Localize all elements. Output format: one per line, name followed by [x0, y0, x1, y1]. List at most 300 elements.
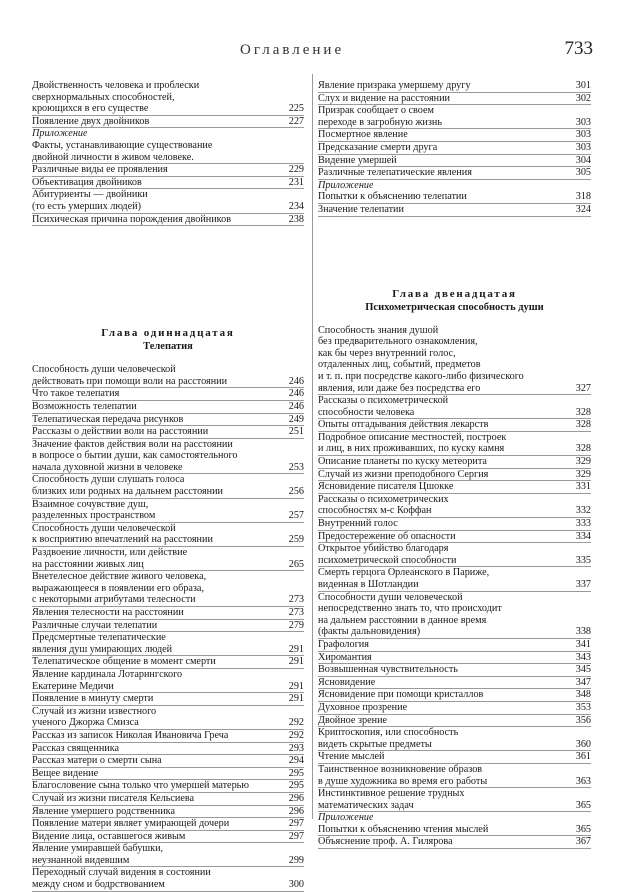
toc-entry-line	[318, 555, 591, 567]
toc-entry-text: и т. п. при посредстве какого-либо физического	[318, 370, 524, 382]
toc-entry-line	[318, 751, 591, 763]
toc-entry	[318, 325, 591, 396]
toc-entry-line	[32, 559, 304, 571]
toc-entry-text: Абитуриенты — двойники	[32, 189, 148, 201]
toc-entry-text: Появление в минуту смерти	[32, 693, 154, 705]
toc-entry-text: Хиромантия	[318, 651, 372, 663]
toc-page-number: 296	[288, 792, 304, 804]
toc-entry-line	[318, 505, 591, 517]
toc-page-number: 331	[575, 481, 591, 493]
toc-entry-line	[32, 806, 304, 818]
toc-entry	[32, 693, 304, 706]
toc-entry	[318, 129, 591, 142]
toc-entry-text: переходе в загробную жизнь	[318, 116, 442, 128]
toc-page-number: 300	[288, 879, 304, 891]
toc-entry-line	[318, 443, 591, 455]
toc-page-number: 324	[575, 203, 591, 215]
toc-entry-text: Раздвоение личности, или действие	[32, 547, 188, 559]
toc-entry	[32, 743, 304, 756]
toc-entry	[318, 567, 591, 591]
toc-entry-text: ученого Джоржа Смизса	[32, 717, 139, 729]
toc-entry-text: кроющихся в его существе	[32, 103, 149, 115]
toc-entry-line	[32, 523, 304, 535]
toc-entry	[32, 780, 304, 793]
toc-entry	[32, 843, 304, 867]
toc-page-number: 338	[575, 626, 591, 638]
toc-entry-line	[318, 129, 591, 141]
toc-entry-line	[318, 579, 591, 591]
toc-entry-text: как бы через внутренний голос,	[318, 347, 456, 359]
toc-entry	[32, 669, 304, 693]
toc-entry-text: Явление умершего родственника	[32, 805, 175, 817]
toc-entry	[32, 388, 304, 401]
toc-entry-text: Открытое убийство благодаря	[318, 543, 449, 555]
toc-page-number: 356	[575, 714, 591, 726]
toc-page-number: 318	[575, 191, 591, 203]
toc-entry-line	[318, 689, 591, 701]
toc-entry-text: в вопросе о бытии души, как самостоятельного	[32, 450, 238, 462]
toc-entry	[32, 831, 304, 844]
toc-page-number: 361	[575, 751, 591, 763]
toc-entry-text: действовать при помощи воли на расстоянии	[32, 375, 228, 387]
toc-entry-text: Появление двух двойников	[32, 115, 150, 127]
toc-entry	[32, 401, 304, 414]
toc-page-number: 296	[288, 805, 304, 817]
toc-entry	[32, 793, 304, 806]
toc-entry	[318, 481, 591, 494]
toc-entry-text: Взаимное сочувствие душ,	[32, 498, 149, 510]
toc-entry-line	[32, 656, 304, 668]
toc-entry-line	[32, 116, 304, 128]
toc-entry-text: (факты дальновидения)	[318, 626, 421, 638]
toc-entry	[32, 656, 304, 669]
toc-entry	[32, 128, 304, 140]
toc-entry-text: Явления телесности на расстоянии	[32, 607, 184, 618]
toc-entry	[318, 531, 591, 544]
toc-entry-text: Двойное зрение	[318, 714, 388, 726]
toc-entry-line	[318, 615, 591, 627]
toc-entry-line	[32, 364, 304, 376]
toc-page-number: 305	[575, 167, 591, 179]
toc-entry-text: Возвышенная чувствительность	[318, 664, 458, 676]
toc-entry-text: и лиц, в них проживавших, по куску камня	[318, 443, 505, 455]
toc-entry-text: Вещее видение	[32, 767, 99, 779]
toc-entry-text: неузнанной видевшим	[32, 854, 130, 866]
toc-entry-line	[32, 768, 304, 780]
column-divider	[312, 74, 313, 819]
toc-page-number: 329	[575, 456, 591, 468]
toc-entry	[32, 620, 304, 633]
toc-entry-text: Значение фактов действия воли на расстоянии	[32, 438, 233, 450]
toc-entry-line	[318, 117, 591, 129]
toc-entry-text: Слух и видение на расстоянии	[318, 92, 450, 104]
toc-page-number: 333	[575, 518, 591, 530]
toc-entry	[32, 607, 304, 620]
toc-page-number: 238	[288, 213, 304, 225]
toc-entry	[32, 164, 304, 177]
toc-entry-line	[32, 693, 304, 705]
toc-entry-text: Внутренний голос	[318, 518, 398, 530]
toc-entry-line	[32, 140, 304, 152]
toc-entry-text: математических задач	[318, 799, 414, 811]
toc-entry-text: близких или родных на дальнем расстоянии	[32, 486, 224, 498]
toc-entry-line	[32, 669, 304, 681]
toc-entry-line	[318, 626, 591, 638]
toc-entry-line	[318, 105, 591, 117]
toc-entry-text: между сном и бодрствованием	[32, 879, 165, 891]
toc-entry	[318, 677, 591, 690]
toc-entry-text: отдаленных лиц, событий, предметов	[318, 359, 481, 371]
chapter-eleven	[32, 326, 304, 892]
toc-entry	[32, 439, 304, 475]
toc-entry-text: Возможность телепатии	[32, 400, 137, 412]
toc-entry	[318, 664, 591, 677]
toc-entry-text: Посмертное явление	[318, 129, 408, 141]
toc-entry-text: Ясновидение писателя Цшокке	[318, 481, 454, 493]
toc-entry-line	[32, 450, 304, 462]
toc-entry-line	[32, 717, 304, 729]
toc-entry-line	[318, 383, 591, 395]
toc-entry	[32, 80, 304, 116]
toc-page-number: 299	[288, 854, 304, 866]
toc-page-number: 291	[288, 693, 304, 705]
toc-entry-text: Явление умиравшей бабушки,	[32, 843, 164, 855]
toc-page-number: 328	[575, 443, 591, 455]
toc-page-number: 295	[288, 767, 304, 779]
toc-page-number: 225	[288, 103, 304, 115]
toc-entry-line	[318, 764, 591, 776]
toc-entry-text: явления, или даже без посредства его	[318, 382, 481, 394]
toc-entry	[32, 755, 304, 768]
toc-entry-line	[32, 376, 304, 388]
toc-entry-text: способности человека	[318, 406, 415, 418]
toc-entry-text: Благословение сына только что умершей матерью	[32, 780, 249, 792]
toc-entry-line	[32, 879, 304, 891]
toc-entry-line	[32, 510, 304, 522]
toc-entry-text: Приложение	[318, 179, 374, 191]
toc-page-number: 229	[288, 164, 304, 176]
toc-page-number: 332	[575, 505, 591, 517]
toc-entry-text: Попытки к объяснению телепатии	[318, 191, 467, 203]
toc-entry	[318, 456, 591, 469]
toc-page-number: 302	[575, 92, 591, 104]
toc-entry-line	[318, 788, 591, 800]
toc-entry-text: Видение лица, оставшегося живым	[32, 830, 186, 842]
chapter-eleven-entries	[32, 364, 304, 892]
toc-entry-line	[318, 407, 591, 419]
toc-entry-text: Инстинктивное решение трудных	[318, 788, 465, 800]
toc-entry	[318, 395, 591, 419]
toc-entry	[32, 818, 304, 831]
toc-page-number: 363	[575, 775, 591, 787]
toc-entry-text: способностях м-с Коффан	[318, 505, 432, 517]
toc-entry-line	[318, 727, 591, 739]
toc-entry	[32, 499, 304, 523]
toc-entry-text: Видение умершей	[318, 154, 397, 166]
toc-page-number: 297	[288, 818, 304, 830]
toc-page-number: 273	[288, 607, 304, 618]
toc-entry	[318, 180, 591, 192]
toc-page-number: 345	[575, 664, 591, 676]
chapter-title: Глава двенадцатая	[392, 287, 517, 300]
toc-entry-text: Психическая причина порождения двойников	[32, 213, 232, 225]
toc-entry-text: виденная в Шотландии	[318, 579, 419, 590]
toc-page-number: 294	[288, 755, 304, 767]
toc-page-number: 328	[575, 406, 591, 418]
toc-entry-text: сверхнормальных способностей,	[32, 91, 175, 103]
toc-entry	[318, 142, 591, 155]
toc-entry-line	[32, 743, 304, 755]
toc-entry-line	[318, 677, 591, 689]
toc-entry-line	[318, 812, 591, 824]
toc-entry	[318, 419, 591, 432]
toc-entry-text: с некоторыми атрибутами телесности	[32, 594, 196, 606]
toc-entry-text: Значение телепатии	[318, 203, 404, 215]
toc-entry-line	[32, 818, 304, 830]
toc-entry-text: Рассказы о психометрической	[318, 395, 449, 407]
toc-page-number: 365	[575, 799, 591, 811]
toc-entry-text: к восприятию впечатлений на расстоянии	[32, 534, 213, 546]
right-column	[318, 80, 591, 849]
toc-entry-text: видеть скрытые предметы	[318, 738, 432, 750]
toc-entry-text: Телепатическая передача рисунков	[32, 413, 184, 425]
toc-page-number: 337	[575, 579, 591, 590]
toc-page-number: 335	[575, 554, 591, 566]
toc-page-number: 303	[575, 141, 591, 153]
toc-page-number: 353	[575, 701, 591, 713]
toc-entry	[32, 414, 304, 427]
toc-entry-line	[32, 499, 304, 511]
toc-entry-text: на расстоянии живых лиц	[32, 558, 144, 570]
toc-page-number: 231	[288, 176, 304, 188]
toc-entry-line	[318, 776, 591, 788]
toc-entry-line	[32, 414, 304, 426]
toc-entry-line	[318, 715, 591, 727]
toc-entry-line	[318, 167, 591, 179]
toc-page-number: 256	[288, 486, 304, 498]
toc-entry	[318, 836, 591, 849]
toc-entry-line	[318, 395, 591, 407]
toc-page-number: 246	[288, 400, 304, 412]
toc-entry	[32, 706, 304, 730]
toc-entry-line	[32, 401, 304, 413]
toc-entry-text: Предостережение об опасности	[318, 530, 456, 542]
toc-page-number: 293	[288, 742, 304, 754]
toc-entry	[318, 167, 591, 180]
toc-entry-text: Способность души человеческой	[32, 522, 176, 534]
toc-entry	[318, 764, 591, 788]
toc-entry-text: Ясновидение при помощи кристаллов	[318, 689, 484, 701]
toc-entry-line	[318, 824, 591, 836]
toc-entry	[318, 191, 591, 204]
toc-entry	[318, 727, 591, 751]
toc-entry-text: Екатерине Медичи	[32, 680, 114, 692]
toc-entry-text: Различные случаи телепатии	[32, 619, 158, 631]
toc-entry-line	[32, 780, 304, 792]
toc-entry-line	[318, 739, 591, 751]
toc-entry-text: Телепатическое общение в момент смерти	[32, 656, 216, 668]
toc-entry-text: Объективация двойников	[32, 176, 142, 188]
toc-entry-line	[318, 469, 591, 481]
toc-entry-line	[318, 359, 591, 371]
toc-entry	[318, 788, 591, 812]
toc-entry	[318, 518, 591, 531]
toc-entry-line	[318, 652, 591, 664]
toc-entry-text: на дальнем расстоянии в данное время	[318, 614, 487, 626]
toc-page-number: 297	[288, 830, 304, 842]
toc-page-number: 259	[288, 534, 304, 546]
toc-entry	[32, 806, 304, 819]
chapter-title: Глава одиннадцатая	[101, 327, 235, 340]
toc-entry-line	[32, 644, 304, 656]
toc-entry-line	[32, 128, 304, 140]
toc-entry-text: в душе художника во время его работы	[318, 775, 488, 787]
toc-entry-text: Внетелесное действие живого человека,	[32, 571, 207, 583]
toc-entry	[318, 543, 591, 567]
toc-entry-text: Переходный случай видения в состоянии	[32, 867, 211, 879]
toc-page-number: 273	[288, 594, 304, 606]
toc-entry-text: Способности души человеческой	[318, 591, 463, 603]
toc-entry	[32, 426, 304, 439]
toc-entry-line	[318, 494, 591, 506]
chapter-subtitle: Телепатия	[143, 341, 193, 353]
toc-entry-text: без предварительного ознакомления,	[318, 336, 478, 348]
toc-entry-line	[318, 155, 591, 167]
toc-entry	[318, 494, 591, 518]
toc-entry	[318, 204, 591, 217]
toc-entry-text: начала духовной жизни в человеке	[32, 461, 183, 473]
toc-entry-line	[32, 152, 304, 164]
toc-entry	[318, 80, 591, 93]
toc-entry-text: Способность души человеческой	[32, 364, 176, 376]
toc-entry-text: Подробное описание местностей, построек	[318, 431, 507, 443]
toc-entry-text: Явление призрака умершему другу	[318, 80, 471, 91]
toc-entry-line	[318, 456, 591, 468]
toc-entry	[318, 432, 591, 456]
toc-entry-line	[318, 419, 591, 431]
toc-entry	[318, 689, 591, 702]
toc-page-number: 292	[288, 729, 304, 741]
toc-entry-line	[32, 201, 304, 213]
toc-page-number: 279	[288, 619, 304, 631]
toc-entry	[32, 364, 304, 388]
toc-entry-text: Описание планеты по куску метеорита	[318, 456, 487, 468]
toc-entry	[32, 867, 304, 891]
toc-entry-text: Что такое телепатия	[32, 388, 120, 400]
toc-entry	[32, 523, 304, 547]
toc-entry-line	[318, 567, 591, 579]
toc-entry-line	[318, 518, 591, 530]
toc-entry-text: Опыты отгадывания действия лекарств	[318, 419, 489, 431]
toc-entry-text: Таинственное возникновение образов	[318, 763, 483, 775]
toc-entry-line	[32, 388, 304, 400]
toc-page-number: 249	[288, 413, 304, 425]
toc-page-number: 291	[288, 680, 304, 692]
toc-entry-line	[318, 93, 591, 105]
toc-entry-line	[318, 702, 591, 714]
toc-entry	[318, 702, 591, 715]
toc-entry	[32, 177, 304, 190]
toc-page-number: 291	[288, 643, 304, 655]
toc-entry-text: непосредственно знать то, что происходит	[318, 603, 502, 615]
toc-entry-line	[32, 189, 304, 201]
toc-entry-text: Рассказы о действии воли на расстоянии	[32, 426, 209, 438]
toc-entry-line	[32, 103, 304, 115]
toc-entry	[318, 105, 591, 129]
toc-entry-text: Рассказы о психометрических	[318, 493, 449, 505]
toc-page-number: 327	[575, 382, 591, 394]
page-header	[0, 38, 631, 62]
toc-entry-text: Способность души слушать голоса	[32, 474, 185, 486]
toc-page-number: 348	[575, 689, 591, 701]
toc-entry-text: Различные виды ее проявления	[32, 164, 168, 176]
toc-entry-line	[318, 180, 591, 192]
toc-entry	[32, 140, 304, 164]
toc-entry-line	[32, 80, 304, 92]
toc-entry-line	[318, 603, 591, 615]
toc-entry-line	[318, 142, 591, 154]
toc-entry	[32, 116, 304, 129]
toc-entry-text: Объяснение проф. А. Гилярова	[318, 836, 453, 848]
toc-page-number: 365	[575, 823, 591, 835]
toc-entry-line	[318, 543, 591, 555]
toc-entry	[32, 768, 304, 781]
toc-entry-line	[318, 191, 591, 203]
toc-entry-text: Двойственность человека и проблески	[32, 80, 200, 91]
toc-entry-line	[318, 664, 591, 676]
toc-page-number: 367	[575, 836, 591, 848]
toc-entry-text: разделенных пространством	[32, 510, 156, 522]
toc-entry-line	[32, 164, 304, 176]
toc-page-number: 301	[575, 80, 591, 91]
toc-entry-text: Попытки к объяснению чтения мыслей	[318, 823, 489, 835]
toc-entry	[318, 639, 591, 652]
toc-page-number: 265	[288, 558, 304, 570]
toc-entry-line	[318, 348, 591, 360]
toc-entry-line	[318, 836, 591, 848]
toc-entry-line	[318, 531, 591, 543]
toc-entry	[32, 547, 304, 571]
toc-entry-text: Призрак сообщает о своем	[318, 105, 434, 117]
toc-entry-line	[32, 594, 304, 606]
toc-entry-line	[32, 214, 304, 226]
toc-entry-text: Рассказ из записок Николая Ивановича Греча	[32, 729, 229, 741]
toc-entry-line	[32, 547, 304, 559]
toc-entry-line	[318, 639, 591, 651]
toc-entry	[318, 652, 591, 665]
toc-entry-text: Различные телепатические явления	[318, 167, 472, 179]
toc-entry-line	[32, 793, 304, 805]
toc-page-number: 257	[288, 510, 304, 522]
toc-page-number: 246	[288, 375, 304, 387]
toc-page-number: 303	[575, 116, 591, 128]
left-column	[32, 80, 304, 892]
toc-page-number: 292	[288, 717, 304, 729]
toc-entry	[32, 571, 304, 607]
toc-entry-line	[318, 432, 591, 444]
toc-entry-line	[32, 439, 304, 451]
toc-page-number: 227	[288, 115, 304, 127]
toc-entry-line	[32, 632, 304, 644]
toc-entry-text: Факты, устанавливающие существование	[32, 139, 213, 151]
toc-entry-text: Рассказ священника	[32, 742, 120, 754]
toc-entry	[32, 730, 304, 743]
toc-entry-line	[32, 462, 304, 474]
toc-page-number: 360	[575, 738, 591, 750]
toc-page-number: 347	[575, 676, 591, 688]
toc-entry-text: Криптоскопия, или способность	[318, 727, 459, 739]
toc-entry	[318, 715, 591, 728]
